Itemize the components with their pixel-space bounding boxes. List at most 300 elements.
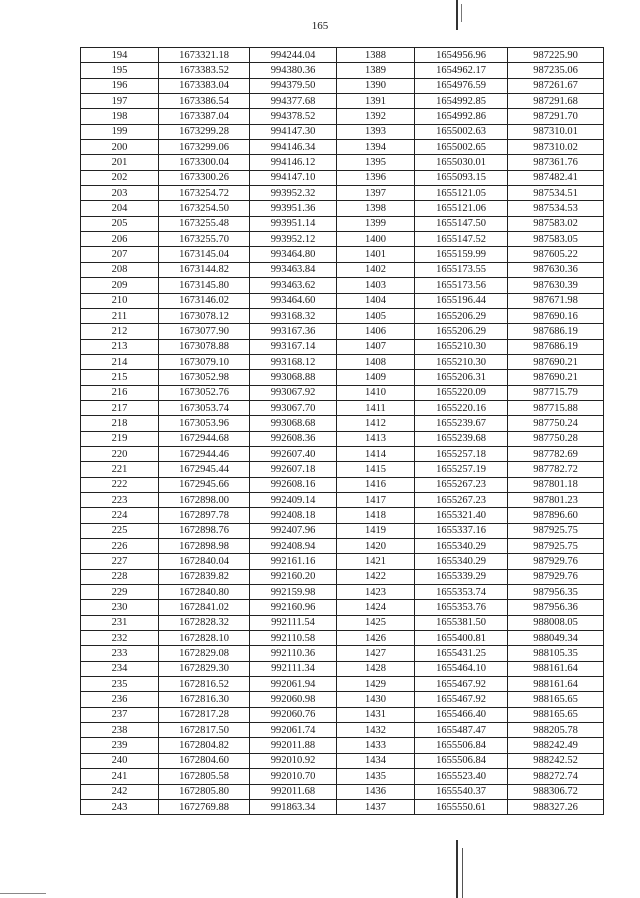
table-cell: 1655257.19: [415, 462, 508, 477]
table-cell: 1655159.99: [415, 247, 508, 262]
table-cell: 1672828.10: [159, 631, 250, 646]
table-cell: 1655353.74: [415, 585, 508, 600]
table-cell: 987690.16: [508, 308, 604, 323]
table-row: [81, 523, 604, 538]
table-cell: 212: [81, 324, 159, 339]
table-cell: 1655339.29: [415, 569, 508, 584]
table-cell: 1655196.44: [415, 293, 508, 308]
table-row: [81, 738, 604, 753]
table-cell: 1655321.40: [415, 508, 508, 523]
table-cell: 1655239.68: [415, 431, 508, 446]
table-cell: 987225.90: [508, 48, 604, 63]
table-cell: 987361.76: [508, 155, 604, 170]
table-cell: 1655210.30: [415, 354, 508, 369]
table-cell: 992061.74: [250, 723, 337, 738]
table-cell: 1411: [337, 400, 415, 415]
table-cell: 1655147.52: [415, 232, 508, 247]
table-row: [81, 354, 604, 369]
table-cell: 1400: [337, 232, 415, 247]
table-cell: 987291.70: [508, 109, 604, 124]
table-row: [81, 140, 604, 155]
table-cell: 1655121.05: [415, 186, 508, 201]
table-cell: 1413: [337, 431, 415, 446]
table-cell: 993951.14: [250, 216, 337, 231]
table-cell: 994146.34: [250, 140, 337, 155]
table-cell: 1655464.10: [415, 661, 508, 676]
table-cell: 1398: [337, 201, 415, 216]
table-cell: 1655523.40: [415, 769, 508, 784]
table-cell: 987956.36: [508, 600, 604, 615]
table-cell: 1655340.29: [415, 539, 508, 554]
table-row: [81, 278, 604, 293]
table-cell: 1422: [337, 569, 415, 584]
table-cell: 1655540.37: [415, 784, 508, 799]
table-cell: 1655550.61: [415, 799, 508, 814]
scan-mark-bottom-left: [0, 893, 46, 894]
table-cell: 1655093.15: [415, 170, 508, 185]
table-cell: 232: [81, 631, 159, 646]
table-cell: 988242.52: [508, 753, 604, 768]
table-cell: 1655431.25: [415, 646, 508, 661]
table-cell: 1403: [337, 278, 415, 293]
table-cell: 1672898.00: [159, 492, 250, 507]
table-row: [81, 692, 604, 707]
table-cell: 1389: [337, 63, 415, 78]
table-cell: 1399: [337, 216, 415, 231]
table-cell: 993464.80: [250, 247, 337, 262]
table-cell: 987925.75: [508, 523, 604, 538]
table-cell: 1394: [337, 140, 415, 155]
table-cell: 987605.22: [508, 247, 604, 262]
table-cell: 1673383.52: [159, 63, 250, 78]
table-cell: 992408.18: [250, 508, 337, 523]
table-row: [81, 385, 604, 400]
table-cell: 1673053.96: [159, 416, 250, 431]
table-cell: 987801.23: [508, 492, 604, 507]
table-cell: 1672944.68: [159, 431, 250, 446]
table-row: [81, 232, 604, 247]
table-cell: 1402: [337, 262, 415, 277]
table-cell: 987929.76: [508, 569, 604, 584]
table-cell: 993464.60: [250, 293, 337, 308]
table-cell: 1655267.23: [415, 492, 508, 507]
table-cell: 988165.65: [508, 707, 604, 722]
table-cell: 203: [81, 186, 159, 201]
table-cell: 987925.75: [508, 539, 604, 554]
table-cell: 1672898.98: [159, 539, 250, 554]
table-cell: 1673053.74: [159, 400, 250, 415]
table-cell: 993463.62: [250, 278, 337, 293]
table-cell: 206: [81, 232, 159, 247]
table-cell: 216: [81, 385, 159, 400]
table-cell: 992607.18: [250, 462, 337, 477]
table-row: [81, 78, 604, 93]
table-cell: 1673145.04: [159, 247, 250, 262]
table-cell: 1672805.58: [159, 769, 250, 784]
table-row: [81, 723, 604, 738]
table-row: [81, 370, 604, 385]
table-cell: 1654962.17: [415, 63, 508, 78]
table-cell: 1405: [337, 308, 415, 323]
table-cell: 987750.28: [508, 431, 604, 446]
table-row: [81, 262, 604, 277]
table-cell: 993168.32: [250, 308, 337, 323]
table-cell: 1672840.04: [159, 554, 250, 569]
table-cell: 1425: [337, 615, 415, 630]
table-row: [81, 201, 604, 216]
table-cell: 987782.72: [508, 462, 604, 477]
table-cell: 1673052.76: [159, 385, 250, 400]
table-cell: 992408.94: [250, 539, 337, 554]
table-cell: 1673078.88: [159, 339, 250, 354]
table-cell: 992060.98: [250, 692, 337, 707]
table-cell: 992160.96: [250, 600, 337, 615]
table-row: [81, 477, 604, 492]
table-cell: 227: [81, 554, 159, 569]
scan-mark-top-right-thin: [461, 4, 462, 22]
table-cell: 1673387.04: [159, 109, 250, 124]
table-cell: 208: [81, 262, 159, 277]
table-row: [81, 707, 604, 722]
table-cell: 209: [81, 278, 159, 293]
table-cell: 992159.98: [250, 585, 337, 600]
table-cell: 987690.21: [508, 354, 604, 369]
table-cell: 1673052.98: [159, 370, 250, 385]
table-row: [81, 416, 604, 431]
table-cell: 239: [81, 738, 159, 753]
table-cell: 1673321.18: [159, 48, 250, 63]
table-cell: 1432: [337, 723, 415, 738]
table-row: [81, 554, 604, 569]
table-cell: 992010.92: [250, 753, 337, 768]
table-row: [81, 615, 604, 630]
table-cell: 1426: [337, 631, 415, 646]
table-row: [81, 109, 604, 124]
table-cell: 1390: [337, 78, 415, 93]
table-cell: 987235.06: [508, 63, 604, 78]
table-cell: 1654956.96: [415, 48, 508, 63]
table-cell: 987534.53: [508, 201, 604, 216]
table-cell: 1672816.52: [159, 677, 250, 692]
table-cell: 1655239.67: [415, 416, 508, 431]
table-cell: 226: [81, 539, 159, 554]
table-cell: 234: [81, 661, 159, 676]
table-cell: 1673300.04: [159, 155, 250, 170]
table-cell: 1433: [337, 738, 415, 753]
table-cell: 1428: [337, 661, 415, 676]
table-row: [81, 753, 604, 768]
table-row: [81, 677, 604, 692]
table-cell: 1655340.29: [415, 554, 508, 569]
table-cell: 205: [81, 216, 159, 231]
table-row: [81, 462, 604, 477]
table-row: [81, 646, 604, 661]
table-cell: 1673145.80: [159, 278, 250, 293]
table-cell: 1655506.84: [415, 753, 508, 768]
table-cell: 1655487.47: [415, 723, 508, 738]
table-cell: 222: [81, 477, 159, 492]
table-cell: 1397: [337, 186, 415, 201]
table-cell: 202: [81, 170, 159, 185]
table-cell: 204: [81, 201, 159, 216]
table-cell: 987801.18: [508, 477, 604, 492]
table-cell: 992011.68: [250, 784, 337, 799]
table-cell: 1655400.81: [415, 631, 508, 646]
table-cell: 1655220.09: [415, 385, 508, 400]
table-cell: 994146.12: [250, 155, 337, 170]
table-cell: 1672769.88: [159, 799, 250, 814]
table-row: [81, 48, 604, 63]
table-cell: 215: [81, 370, 159, 385]
table-cell: 1655220.16: [415, 400, 508, 415]
table-cell: 987956.35: [508, 585, 604, 600]
table-cell: 991863.34: [250, 799, 337, 814]
table-cell: 987671.98: [508, 293, 604, 308]
table-cell: 993167.14: [250, 339, 337, 354]
table-cell: 1414: [337, 446, 415, 461]
table-cell: 1672944.46: [159, 446, 250, 461]
table-cell: 992607.40: [250, 446, 337, 461]
table-row: [81, 124, 604, 139]
table-cell: 993951.36: [250, 201, 337, 216]
table-cell: 1417: [337, 492, 415, 507]
table-cell: 1673254.72: [159, 186, 250, 201]
table-cell: 218: [81, 416, 159, 431]
table-cell: 217: [81, 400, 159, 415]
table-cell: 1672839.82: [159, 569, 250, 584]
table-cell: 1424: [337, 600, 415, 615]
table-cell: 196: [81, 78, 159, 93]
table-cell: 235: [81, 677, 159, 692]
table-cell: 1673386.54: [159, 94, 250, 109]
table-cell: 994378.52: [250, 109, 337, 124]
table-cell: 988242.49: [508, 738, 604, 753]
table-cell: 988205.78: [508, 723, 604, 738]
table-cell: 1655173.55: [415, 262, 508, 277]
table-cell: 1407: [337, 339, 415, 354]
table-cell: 992011.88: [250, 738, 337, 753]
table-row: [81, 308, 604, 323]
table-cell: 1419: [337, 523, 415, 538]
table-cell: 240: [81, 753, 159, 768]
table-cell: 1655206.31: [415, 370, 508, 385]
table-cell: 993068.88: [250, 370, 337, 385]
table-cell: 987583.05: [508, 232, 604, 247]
table-row: [81, 431, 604, 446]
table-cell: 988272.74: [508, 769, 604, 784]
table-cell: 992111.34: [250, 661, 337, 676]
table-cell: 988161.64: [508, 677, 604, 692]
table-cell: 992608.16: [250, 477, 337, 492]
table-cell: 1673254.50: [159, 201, 250, 216]
table-cell: 1673077.90: [159, 324, 250, 339]
table-cell: 1655466.40: [415, 707, 508, 722]
table-cell: 992110.58: [250, 631, 337, 646]
table-cell: 1420: [337, 539, 415, 554]
table-cell: 993168.12: [250, 354, 337, 369]
table-row: [81, 661, 604, 676]
table-cell: 1427: [337, 646, 415, 661]
table-row: [81, 799, 604, 814]
table-cell: 987261.67: [508, 78, 604, 93]
table-cell: 988105.35: [508, 646, 604, 661]
table-cell: 1430: [337, 692, 415, 707]
table-row: [81, 247, 604, 262]
table-cell: 994147.30: [250, 124, 337, 139]
table-cell: 1431: [337, 707, 415, 722]
table-row: [81, 155, 604, 170]
table-cell: 1655506.84: [415, 738, 508, 753]
table-cell: 207: [81, 247, 159, 262]
table-cell: 199: [81, 124, 159, 139]
table-cell: 987291.68: [508, 94, 604, 109]
table-cell: 1655002.63: [415, 124, 508, 139]
table-cell: 1655002.65: [415, 140, 508, 155]
table-cell: 210: [81, 293, 159, 308]
table-cell: 195: [81, 63, 159, 78]
table-cell: 1655467.92: [415, 692, 508, 707]
table-cell: 994377.68: [250, 94, 337, 109]
table-cell: 1429: [337, 677, 415, 692]
table-cell: 1655337.16: [415, 523, 508, 538]
table-cell: 211: [81, 308, 159, 323]
table-row: [81, 170, 604, 185]
table-cell: 1655173.56: [415, 278, 508, 293]
table-cell: 1672816.30: [159, 692, 250, 707]
table-cell: 987630.36: [508, 262, 604, 277]
table-cell: 223: [81, 492, 159, 507]
table-cell: 988165.65: [508, 692, 604, 707]
table-cell: 1673383.04: [159, 78, 250, 93]
table-cell: 233: [81, 646, 159, 661]
table-cell: 1388: [337, 48, 415, 63]
table-cell: 987690.21: [508, 370, 604, 385]
table-row: [81, 585, 604, 600]
table-cell: 1672840.80: [159, 585, 250, 600]
table-cell: 242: [81, 784, 159, 799]
table-cell: 992407.96: [250, 523, 337, 538]
table-cell: 1655267.23: [415, 477, 508, 492]
table-cell: 237: [81, 707, 159, 722]
table-cell: 1409: [337, 370, 415, 385]
table-cell: 987715.79: [508, 385, 604, 400]
table-row: [81, 600, 604, 615]
table-cell: 1672841.02: [159, 600, 250, 615]
table-cell: 993068.68: [250, 416, 337, 431]
table-cell: 987534.51: [508, 186, 604, 201]
table-cell: 987686.19: [508, 339, 604, 354]
table-row: [81, 508, 604, 523]
table-cell: 1673144.82: [159, 262, 250, 277]
table-cell: 197: [81, 94, 159, 109]
table-cell: 992060.76: [250, 707, 337, 722]
table-cell: 992010.70: [250, 769, 337, 784]
table-cell: 1401: [337, 247, 415, 262]
table-cell: 1655147.50: [415, 216, 508, 231]
table-row: [81, 784, 604, 799]
table-cell: 1655206.29: [415, 324, 508, 339]
table-cell: 1672829.08: [159, 646, 250, 661]
table-cell: 987686.19: [508, 324, 604, 339]
scan-mark-bottom-right-thin: [462, 848, 463, 898]
table-cell: 213: [81, 339, 159, 354]
table-cell: 987782.69: [508, 446, 604, 461]
table-cell: 1654992.86: [415, 109, 508, 124]
table-cell: 1436: [337, 784, 415, 799]
table-cell: 1654992.85: [415, 94, 508, 109]
table-cell: 993067.92: [250, 385, 337, 400]
table-cell: 1415: [337, 462, 415, 477]
table-cell: 214: [81, 354, 159, 369]
table-row: [81, 631, 604, 646]
table-cell: 992110.36: [250, 646, 337, 661]
table-cell: 988306.72: [508, 784, 604, 799]
table-cell: 224: [81, 508, 159, 523]
table-cell: 1673146.02: [159, 293, 250, 308]
table-cell: 1673299.28: [159, 124, 250, 139]
table-cell: 228: [81, 569, 159, 584]
table-cell: 236: [81, 692, 159, 707]
table-cell: 1673300.26: [159, 170, 250, 185]
table-row: [81, 339, 604, 354]
table-cell: 1673255.70: [159, 232, 250, 247]
table-cell: 1655257.18: [415, 446, 508, 461]
table-cell: 201: [81, 155, 159, 170]
table-cell: 1391: [337, 94, 415, 109]
coordinate-table-body: [81, 48, 604, 815]
table-cell: 992409.14: [250, 492, 337, 507]
table-cell: 987482.41: [508, 170, 604, 185]
table-cell: 231: [81, 615, 159, 630]
table-cell: 987310.02: [508, 140, 604, 155]
table-cell: 987750.24: [508, 416, 604, 431]
table-cell: 1672898.76: [159, 523, 250, 538]
table-row: [81, 94, 604, 109]
scan-mark-bottom-right: [456, 840, 458, 898]
table-cell: 992161.16: [250, 554, 337, 569]
table-cell: 241: [81, 769, 159, 784]
table-cell: 1673079.10: [159, 354, 250, 369]
table-cell: 988161.64: [508, 661, 604, 676]
table-cell: 238: [81, 723, 159, 738]
table-cell: 1673299.06: [159, 140, 250, 155]
table-cell: 993952.12: [250, 232, 337, 247]
page-number: 165: [311, 20, 329, 32]
table-cell: 1423: [337, 585, 415, 600]
table-cell: 1673078.12: [159, 308, 250, 323]
table-cell: 987929.76: [508, 554, 604, 569]
table-cell: 1655206.29: [415, 308, 508, 323]
table-cell: 1655121.06: [415, 201, 508, 216]
table-row: [81, 492, 604, 507]
table-cell: 1406: [337, 324, 415, 339]
table-cell: 1396: [337, 170, 415, 185]
table-cell: 1437: [337, 799, 415, 814]
table-cell: 1672897.78: [159, 508, 250, 523]
table-cell: 1421: [337, 554, 415, 569]
table-cell: 987630.39: [508, 278, 604, 293]
table-cell: 987715.88: [508, 400, 604, 415]
table-cell: 198: [81, 109, 159, 124]
table-cell: 1672828.32: [159, 615, 250, 630]
table-cell: 200: [81, 140, 159, 155]
table-row: [81, 324, 604, 339]
table-cell: 1395: [337, 155, 415, 170]
table-row: [81, 569, 604, 584]
table-cell: 994147.10: [250, 170, 337, 185]
table-cell: 1408: [337, 354, 415, 369]
table-cell: 1655353.76: [415, 600, 508, 615]
